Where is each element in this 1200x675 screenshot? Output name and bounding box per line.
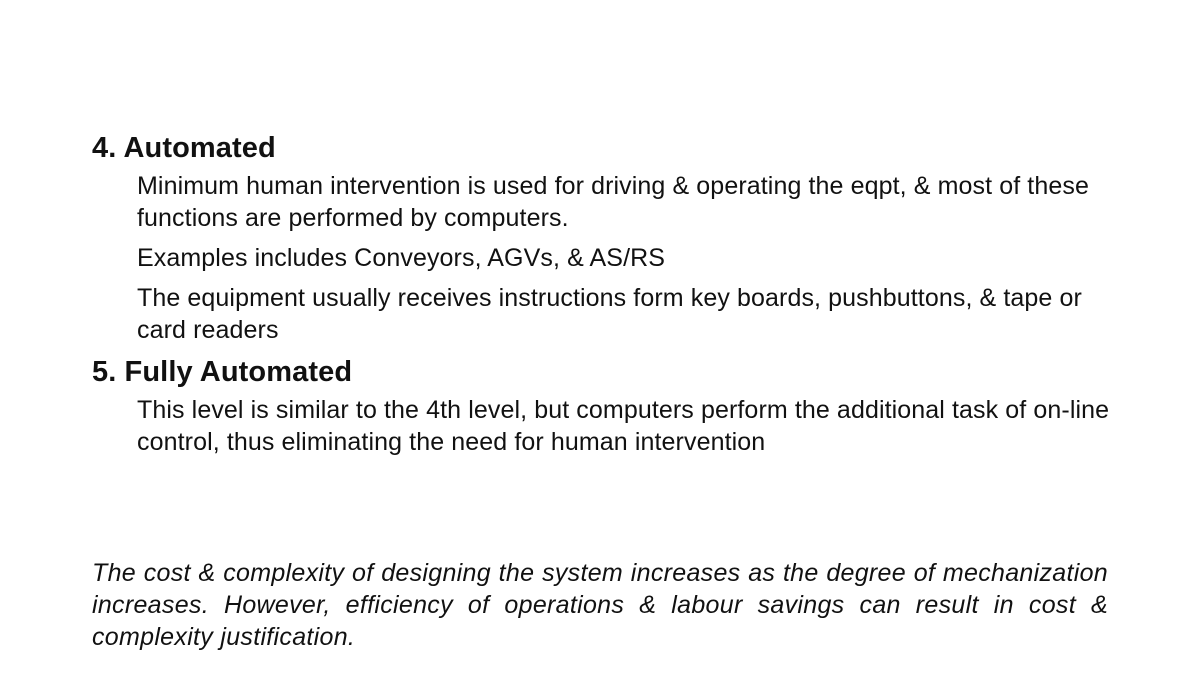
- slide-content: [92, 130, 1112, 466]
- list-item: Examples includes Conveyors, AGVs, & AS/RS: [137, 244, 666, 272]
- section-heading-fully-automated: 5. Fully Automated: [92, 356, 353, 388]
- list-item: This level is similar to the 4th level, but computers perform the additional task of on-line control, thus eliminating the need for human intervention: [137, 396, 1110, 456]
- automated-points-list: [92, 170, 1112, 346]
- section-heading-automated: 4. Automated: [92, 132, 276, 164]
- conclusion-note: The cost & complexity of designing the system increases as the degree of mechanization increases. However, efficiency of operations & labour savings can result in cost & complexity justification.: [92, 559, 1108, 651]
- list-item: Minimum human intervention is used for driving & operating the eqpt, & most of these functions are performed by computers.: [137, 172, 1089, 232]
- list-item: The equipment usually receives instructions form key boards, pushbuttons, & tape or card readers: [137, 284, 1082, 344]
- fully-automated-points-list: [92, 394, 1112, 458]
